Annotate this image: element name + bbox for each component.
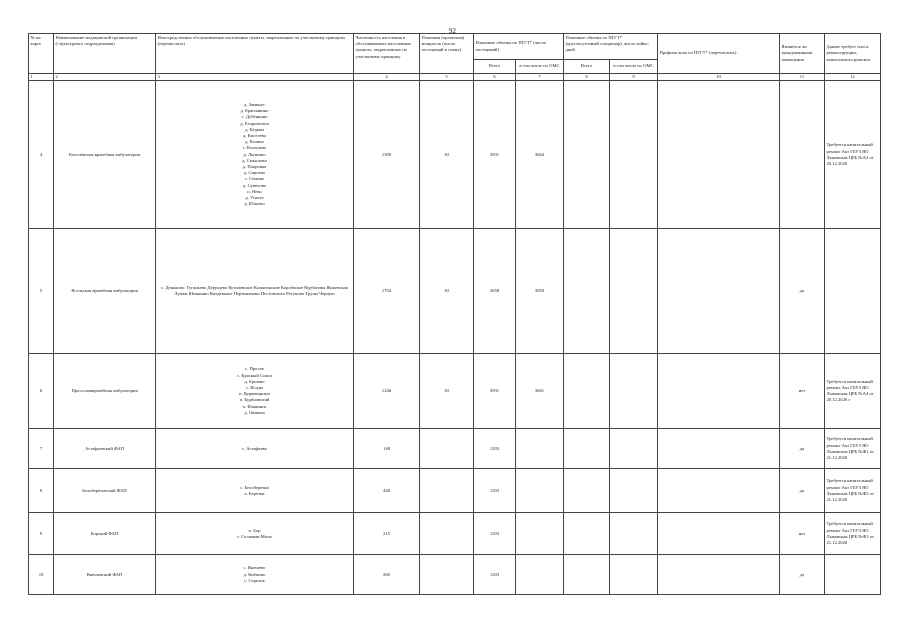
visits-total-cell: 3931	[474, 354, 516, 429]
settlement-item: п. Ильвинск	[242, 403, 267, 409]
beds-total-cell	[564, 354, 610, 429]
settlement-item: с. Красный Сокол	[237, 372, 272, 378]
header-repair: Здание требует сноса, реконструкции, капитального ремонта	[825, 34, 881, 74]
beds-oms-cell	[610, 229, 658, 354]
rented-cell: да	[780, 469, 825, 513]
capacity-cell: 30	[420, 354, 474, 429]
population-cell: 1309	[354, 81, 420, 229]
beds-total-cell	[564, 513, 610, 555]
header-visits-group: Плановые объемы по ПГГТ* (число посещений)	[474, 34, 564, 60]
org-name: Прососкаяврачебная амбулатория	[54, 354, 156, 429]
settlement-item: д. Егорьевское	[240, 120, 269, 126]
settlement-item: д. Ераплавино	[240, 108, 269, 114]
beds-oms-cell	[610, 354, 658, 429]
beds-oms-cell	[610, 429, 658, 469]
column-number: 7	[516, 74, 564, 81]
repair-cell: Требуется капитальный ремонт Акт ГБУЗ ЯО Лыковская ЦРБ №Ф3 от 21.12.2020	[825, 513, 881, 555]
table-row	[29, 469, 881, 513]
settlement-item: с. Дубёнкино	[241, 114, 268, 120]
beds-total-cell	[564, 229, 610, 354]
population-cell: 1704	[354, 229, 420, 354]
settlement-item: п. Бор	[248, 527, 261, 533]
bed-profile-cell	[658, 469, 780, 513]
settlement-item: д. Замкнут	[244, 102, 265, 108]
column-number: 5	[420, 74, 474, 81]
settlement-item: д. Сувёлово	[242, 182, 267, 188]
column-number: 10	[658, 74, 780, 81]
visits-total-cell: 1203	[474, 555, 516, 595]
settlement-item: п. Будёновский	[239, 397, 270, 403]
header-capacity: Плановая (проектная) мощность (число посещений в смену)	[420, 34, 474, 74]
settlement-item: д. Бёдкин	[245, 126, 264, 132]
table-row	[29, 513, 881, 555]
settlements-list	[156, 354, 354, 429]
column-number-row	[29, 74, 881, 81]
settlement-item: с. Просек	[245, 366, 264, 372]
settlement-item: с. Стрелок	[244, 577, 265, 583]
settlements-list	[156, 555, 354, 595]
rented-cell	[780, 81, 825, 229]
capacity-cell: 30	[420, 81, 474, 229]
settlement-item: д. Лыткино	[243, 151, 266, 157]
settlement-item: д. Угилье	[245, 194, 264, 200]
facilities-table	[28, 33, 881, 595]
column-number: 8	[564, 74, 610, 81]
settlement-item: д. Юпьево	[244, 201, 265, 207]
row-number: 7	[29, 429, 54, 469]
settlements-list	[156, 81, 354, 229]
row-number: 10	[29, 555, 54, 595]
org-name: Ясельская врачебная амбулатория	[54, 229, 156, 354]
settlement-item: г. Сосновая Мыза	[237, 533, 272, 539]
table-row	[29, 354, 881, 429]
table-row	[29, 555, 881, 595]
column-number: 3	[156, 74, 354, 81]
column-number: 1	[29, 74, 54, 81]
visits-oms-cell	[516, 513, 564, 555]
settlement-item: д. Ершово	[244, 378, 265, 384]
capacity-cell	[420, 513, 474, 555]
population-cell: 260	[354, 555, 420, 595]
header-no: № на карте	[29, 34, 54, 74]
repair-cell	[825, 229, 881, 354]
settlement-item: д. Смыслово	[242, 157, 267, 163]
bed-profile-cell	[658, 81, 780, 229]
settlement-item: д. Киёмово	[243, 571, 266, 577]
header-bed-profile: Профиль коек по ПГГТ* (перечислить)	[658, 34, 780, 74]
settlement-item: п. Курковщизно	[238, 391, 271, 397]
header-beds-oms: в том числе по ОМС	[610, 60, 658, 74]
settlement-item: с. Колычево	[242, 145, 267, 151]
bed-profile-cell	[658, 513, 780, 555]
population-cell: 448	[354, 469, 420, 513]
settlement-item: с. Деньково: Туганьево Дерущево Кутилевское Колыгинские Корсёвское Курбатовы Якшевская Лужки Шишкино Валдевокое Пертинченки Пестовского Ретуново Трупы Черную	[161, 285, 348, 297]
visits-total-cell: 3658	[474, 229, 516, 354]
visits-oms-cell	[516, 469, 564, 513]
settlements-list	[156, 469, 354, 513]
settlements-list	[156, 229, 354, 354]
beds-oms-cell	[610, 555, 658, 595]
settlements-list	[156, 513, 354, 555]
beds-oms-cell	[610, 469, 658, 513]
header-org-name: Наименование медицинской организации (структурного подразделения)	[54, 34, 156, 74]
settlement-item: с. Сёмино	[244, 176, 265, 182]
settlements-list	[156, 429, 354, 469]
column-number: 9	[610, 74, 658, 81]
visits-oms-cell: 3661	[516, 354, 564, 429]
settlement-item: д. Покровка	[242, 163, 267, 169]
header-rented: Являются ли арендованными помещения	[780, 34, 825, 74]
org-name: Белоберёзовский ФАП	[54, 469, 156, 513]
beds-oms-cell	[610, 81, 658, 229]
beds-total-cell	[564, 555, 610, 595]
repair-cell: Требуется капитальный ремонт Акт ГБУЗ ЯО Лыковская ЦРБ №А2 от 20.12.2020	[825, 81, 881, 229]
repair-cell: Требуется капитальный ремонт Акт ГБУЗ ЯО Лыковская ЦРБ №Ф2 от 21.12.2020	[825, 469, 881, 513]
header-beds-total: Всего	[564, 60, 610, 74]
column-number: 2	[54, 74, 156, 81]
visits-oms-cell: 3050	[516, 229, 564, 354]
table-row	[29, 229, 881, 354]
visits-total-cell: 1203	[474, 469, 516, 513]
settlement-item: д. Сироево	[243, 170, 266, 176]
capacity-cell	[420, 555, 474, 595]
settlement-item: ь. Березки	[244, 490, 265, 496]
settlement-item: с. Внешево	[243, 565, 266, 571]
row-number: 4	[29, 81, 54, 229]
beds-total-cell	[564, 469, 610, 513]
visits-oms-cell	[516, 429, 564, 469]
repair-cell	[825, 555, 881, 595]
repair-cell: Требуется капитальный ремонт Акт ГБУЗ ЯО Лыковская ЦРБ №Ф1 от 21.12.2020	[825, 429, 881, 469]
org-name: Борский ФАП	[54, 513, 156, 555]
row-number: 6	[29, 354, 54, 429]
header-visits-total: Всего	[474, 60, 516, 74]
org-name: Киселёвская врачебная амбулатория	[54, 81, 156, 229]
settlement-item: с. Астафьево	[241, 445, 268, 451]
bed-profile-cell	[658, 555, 780, 595]
visits-total-cell: 1203	[474, 429, 516, 469]
bed-profile-cell	[658, 229, 780, 354]
capacity-cell	[420, 429, 474, 469]
org-name: Внешевский ФАП	[54, 555, 156, 595]
settlement-item: д. Козино	[245, 139, 264, 145]
rented-cell: нет	[780, 513, 825, 555]
visits-total-cell: 3931	[474, 81, 516, 229]
capacity-cell	[420, 469, 474, 513]
bed-profile-cell	[658, 429, 780, 469]
header-visits-oms: в том числе по ОМС	[516, 60, 564, 74]
column-number: 12	[825, 74, 881, 81]
settlement-item: с. Исады	[245, 385, 264, 390]
header-beds-group: Плановые объемы по ПГГТ* (круглосуточный стационар), число койко-дней	[564, 34, 658, 60]
settlement-item: д. Овишка	[244, 409, 265, 415]
page-number: 92	[449, 27, 456, 35]
row-number: 8	[29, 469, 54, 513]
table-row	[29, 429, 881, 469]
column-number: 4	[354, 74, 420, 81]
beds-oms-cell	[610, 513, 658, 555]
capacity-cell: 30	[420, 229, 474, 354]
header-settlements: Непосредственно обслуживаемые населенные пункты, закрепленные по участковому принципу (перечислить)	[156, 34, 354, 74]
settlement-item: п. Нево	[247, 188, 262, 194]
rented-cell: да	[780, 555, 825, 595]
column-number: 11	[780, 74, 825, 81]
repair-cell: Требуется капитальный ремонт Акт ГБУЗ ЯО Лыковская ЦРБ №А4 от 20.12.2020 г	[825, 354, 881, 429]
population-cell: 1246	[354, 354, 420, 429]
beds-total-cell	[564, 81, 610, 229]
visits-oms-cell: 3664	[516, 81, 564, 229]
bed-profile-cell	[658, 354, 780, 429]
population-cell: 215	[354, 513, 420, 555]
table-row	[29, 81, 881, 229]
visits-oms-cell	[516, 555, 564, 595]
beds-total-cell	[564, 429, 610, 469]
population-cell: 148	[354, 429, 420, 469]
row-number: 9	[29, 513, 54, 555]
rented-cell: нет	[780, 354, 825, 429]
visits-total-cell: 1203	[474, 513, 516, 555]
settlement-item: д. Киселёво	[242, 133, 267, 139]
row-number: 5	[29, 229, 54, 354]
settlement-item: с. Белоберёзки	[240, 484, 269, 490]
column-number: 6	[474, 74, 516, 81]
org-name: Астафьевский ФАП	[54, 429, 156, 469]
header-population: Численность населения в обслуживаемых населенных пунктах, закрепленных по участковому принципу	[354, 34, 420, 74]
rented-cell: да	[780, 229, 825, 354]
rented-cell: да	[780, 429, 825, 469]
